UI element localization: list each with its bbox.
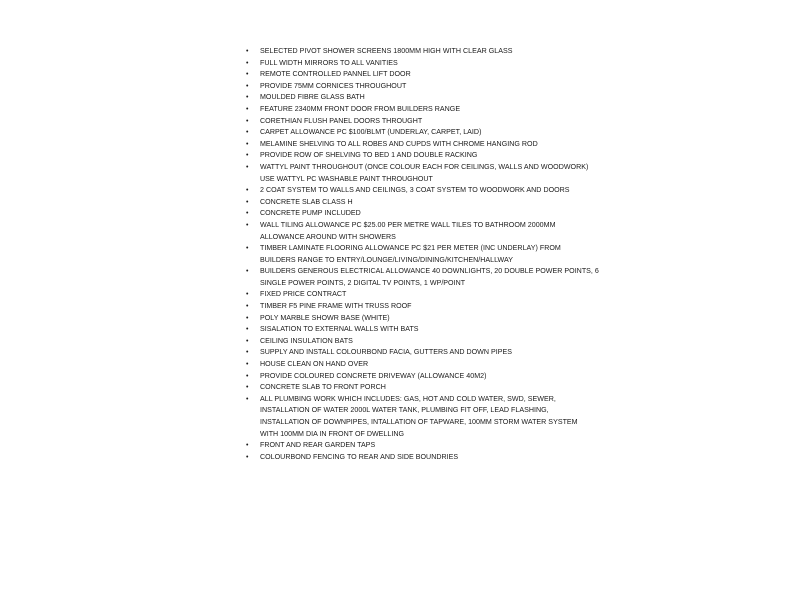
- list-item-text: SELECTED PIVOT SHOWER SCREENS 1800MM HIGH WITH CLEAR GLASS: [260, 47, 513, 55]
- list-item: [246, 243, 586, 266]
- list-item: [246, 266, 599, 289]
- list-item-text: CEILING INSULATION BATS: [260, 336, 353, 345]
- list-item-text: WITH 100MM DIA IN FRONT OF DWELLING: [260, 429, 405, 438]
- list-item-text: SISALATION TO EXTERNAL WALLS WITH BATS: [260, 325, 419, 334]
- bullet-icon: •: [246, 48, 249, 55]
- bullet-icon: •: [246, 129, 249, 137]
- list-item: [246, 382, 586, 394]
- list-item-text: FEATURE 2340MM FRONT DOOR FROM BUILDERS RANGE: [260, 104, 461, 113]
- bullet-icon: •: [246, 59, 249, 67]
- bullet-icon: •: [246, 105, 249, 113]
- list-item: [246, 185, 586, 197]
- list-item-text: SINGLE POWER POINTS, 2 DIGITAL TV POINTS, 1 WP/POINT: [260, 278, 466, 287]
- list-item: [246, 69, 586, 81]
- list-item-text: TIMBER LAMINATE FLOORING ALLOWANCE PC $21 PER METER (INC UNDERLAY) FROM: [260, 244, 561, 253]
- bullet-icon: •: [246, 453, 249, 461]
- list-item-text: INSTALLATION OF DOWNPIPES, INTALLATION OF TAPWARE, 100MM STORM WATER SYSTEM: [260, 418, 578, 426]
- bullet-icon: •: [246, 140, 249, 148]
- list-item-text: FULL WIDTH MIRRORS TO ALL VANITIES: [260, 58, 398, 67]
- bullet-icon: •: [246, 163, 249, 171]
- bullet-icon: •: [246, 152, 249, 160]
- list-item-text: 2 COAT SYSTEM TO WALLS AND CEILINGS, 3 COAT SYSTEM TO WOODWORK AND DOORS: [260, 186, 570, 195]
- list-item: [246, 440, 586, 452]
- bullet-icon: •: [246, 198, 249, 206]
- list-item-text: FRONT AND REAR GARDEN TAPS: [260, 441, 376, 450]
- list-item-text: CONCRETE PUMP INCLUDED: [260, 209, 361, 218]
- bullet-icon: •: [246, 442, 249, 450]
- list-item-text: PROVIDE ROW OF SHELVING TO BED 1 AND DOUBLE RACKING: [260, 151, 478, 160]
- list-item-text: ALL PLUMBING WORK WHICH INCLUDES: GAS, HOT AND COLD WATER, SWD, SEWER,: [260, 394, 556, 403]
- list-item: [246, 81, 586, 93]
- list-item-text: COLOURBOND FENCING TO REAR AND SIDE BOUNDRIES: [260, 452, 459, 461]
- list-item: [246, 150, 586, 162]
- list-item-text: BUILDERS RANGE TO ENTRY/LOUNGE/LIVING/DINING/KITCHEN/HALLWAY: [260, 255, 513, 264]
- list-item: [246, 139, 586, 151]
- list-item-text: CARPET ALLOWANCE PC $100/BLMT (UNDERLAY, CARPET, LAID): [260, 128, 482, 137]
- list-item-text: SUPPLY AND INSTALL COLOURBOND FACIA, GUTTERS AND DOWN PIPES: [260, 348, 513, 357]
- list-item: [246, 92, 586, 104]
- bullet-icon: •: [246, 268, 249, 276]
- list-item: [246, 58, 586, 70]
- list-item-text: WATTYL PAINT THROUGHOUT (ONCE COLOUR EACH FOR CEILINGS, WALLS AND WOODWORK): [260, 162, 589, 171]
- list-item: [246, 289, 586, 301]
- list-item: [246, 371, 586, 383]
- bullet-icon: •: [246, 326, 249, 334]
- bullet-icon: •: [246, 303, 249, 311]
- bullet-icon: •: [246, 94, 249, 102]
- list-item-text: INSTALLATION OF WATER 2000L WATER TANK, PLUMBING FIT OFF, LEAD FLASHING,: [260, 406, 549, 415]
- list-item-text: USE WATTYL PC WASHABLE PAINT THROUGHOUT: [260, 174, 433, 183]
- specification-list: [246, 46, 599, 463]
- list-item: [246, 313, 586, 325]
- bullet-icon: •: [246, 82, 249, 90]
- bullet-icon: •: [246, 349, 249, 357]
- bullet-icon: •: [246, 384, 249, 392]
- list-item: [246, 104, 586, 116]
- bullet-icon: •: [246, 337, 249, 345]
- list-item-text: WALL TILING ALLOWANCE PC $25.00 PER METRE WALL TILES TO BATHROOM 2000MM: [260, 220, 556, 229]
- bullet-icon: •: [246, 210, 249, 218]
- list-item: [246, 197, 586, 209]
- list-item: [246, 127, 586, 139]
- bullet-icon: •: [246, 291, 249, 299]
- list-item-text: MELAMINE SHELVING TO ALL ROBES AND CUPDS WITH CHROME HANGING ROD: [260, 139, 538, 148]
- bullet-icon: •: [246, 245, 249, 253]
- list-item-text: REMOTE CONTROLLED PANNEL LIFT DOOR: [260, 70, 411, 79]
- list-item: [246, 336, 586, 348]
- list-item-text: CORETHIAN FLUSH PANEL DOORS THROUGHT: [260, 116, 423, 125]
- list-item-text: CONCRETE SLAB CLASS H: [260, 197, 353, 206]
- list-item: [246, 46, 586, 58]
- bullet-icon: •: [246, 361, 249, 369]
- bullet-icon: •: [246, 314, 249, 322]
- bullet-icon: •: [246, 372, 249, 380]
- list-item-text: POLY MARBLE SHOWR BASE (WHITE): [260, 313, 390, 322]
- list-item-text: MOULDED FIBRE GLASS BATH: [260, 93, 365, 102]
- list-item: [246, 220, 586, 243]
- list-item-text: CONCRETE SLAB TO FRONT PORCH: [260, 383, 386, 392]
- list-item: [246, 324, 586, 336]
- list-item-text: PROVIDE 75MM CORNICES THROUGHOUT: [260, 81, 407, 90]
- bullet-icon: •: [246, 117, 249, 125]
- list-item: [246, 301, 586, 313]
- list-item-text: ALLOWANCE AROUND WITH SHOWERS: [260, 232, 396, 241]
- bullet-icon: •: [246, 395, 249, 403]
- bullet-icon: •: [246, 221, 249, 229]
- list-item: [246, 452, 586, 464]
- list-item-text: PROVIDE COLOURED CONCRETE DRIVEWAY (ALLOWANCE 40M2): [260, 371, 487, 380]
- list-item-text: FIXED PRICE CONTRACT: [260, 290, 347, 299]
- list-item: [246, 116, 586, 128]
- list-item: [246, 359, 586, 371]
- list-item-text: TIMBER F5 PINE FRAME WITH TRUSS ROOF: [260, 302, 412, 311]
- list-item-text: HOUSE CLEAN ON HAND OVER: [260, 360, 369, 369]
- bullet-icon: •: [246, 187, 249, 195]
- list-item: [246, 162, 589, 185]
- list-item: [246, 347, 586, 359]
- list-item: [246, 394, 586, 440]
- list-item-text: BUILDERS GENEROUS ELECTRICAL ALLOWANCE 40 DOWNLIGHTS, 20 DOUBLE POWER POINTS, 6: [260, 267, 599, 276]
- list-item: [246, 208, 586, 220]
- bullet-icon: •: [246, 71, 249, 79]
